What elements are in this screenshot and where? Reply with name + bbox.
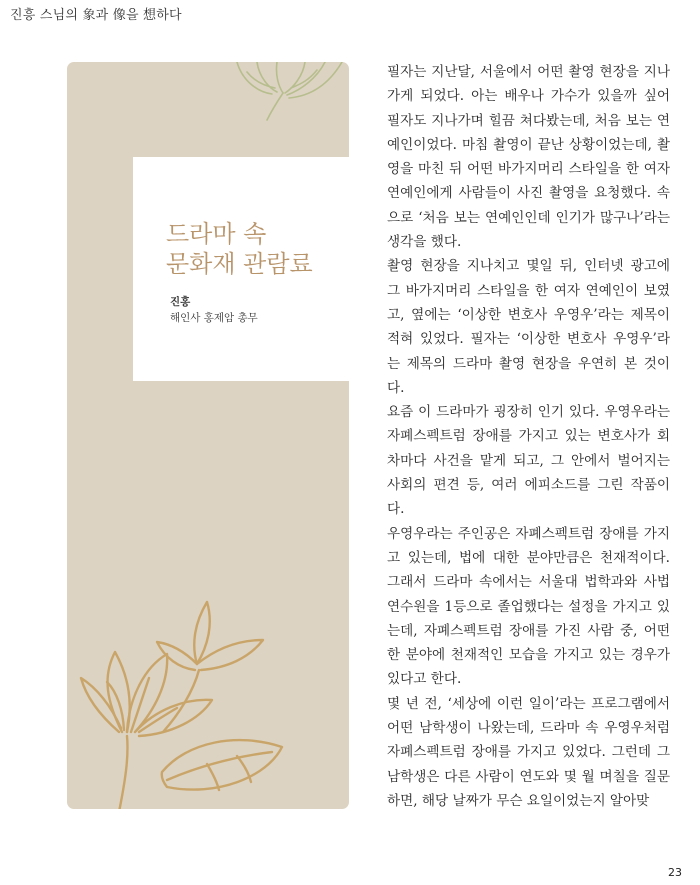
article-title — [166, 219, 313, 279]
article-body — [387, 60, 670, 813]
lotus-illustration-bottom — [67, 582, 287, 809]
body-paragraph: 우영우라는 주인공은 자폐스펙트럼 장애를 가지고 있는데, 법에 대한 분야만큼은 천재적이다. 그래서 드라마 속에서는 서울대 법학과와 사법연수원을 1등으로 졸업했다는 설정을 가지고 있는데, 자폐스펙트럼 장애를 가진 사람 중, 어떤 한 분야에 천재적인 모습을 가지고 있는 경우가 있다고 한다. — [387, 525, 670, 688]
running-head: 진흥 스님의 象과 像을 想하다 — [10, 8, 182, 23]
page-number: 23 — [668, 866, 682, 879]
author-name: 진홍 — [170, 296, 191, 308]
body-paragraph: 요즘 이 드라마가 굉장히 인기 있다. 우영우라는 자폐스펙트럼 장애를 가지고 있는 변호사가 회차마다 사건을 맡게 되고, 그 안에서 벌어지는 사회의 편견 등, 여러 에피소드를 그린 작품이다. — [387, 404, 670, 518]
body-paragraph: 몇 년 전, ‘세상에 이런 일이’라는 프로그램에서 어떤 남학생이 나왔는데, 드라마 속 우영우처럼 자폐스펙트럼 장애를 가지고 있었다. 그런데 그 남학생은 다른 사람이 연도와 몇 월 며칠을 질문하면, 해당 날짜가 무슨 요일이었는지 알아맞 — [387, 695, 670, 809]
lotus-illustration-top — [217, 62, 349, 122]
author-block — [170, 294, 258, 326]
body-paragraph: 촬영 현장을 지나치고 몇일 뒤, 인터넷 광고에 그 바가지머리 스타일을 한 여자 연예인이 보였고, 옆에는 ‘이상한 변호사 우영우’라는 제목이 적혀 있었다. 필자는 ‘이상한 변호사 우영우’라는 제목의 드라마 촬영 현장을 우연히 본 것이다. — [387, 258, 670, 396]
article-title-line2: 문화재 관람료 — [166, 250, 313, 278]
title-card — [133, 157, 349, 381]
author-role: 해인사 홍제암 총무 — [170, 312, 258, 324]
body-paragraph: 필자는 지난달, 서울에서 어떤 촬영 현장을 지나가게 되었다. 아는 배우나 가수가 있을까 싶어 필자도 지나가며 힐끔 쳐다봤는데, 처음 보는 연예인이었다. 마침 촬영이 끝난 상황이었는데, 촬영을 마친 뒤 어떤 바가지머리 스타일을 한 여자 연예인에게 사람들이 사진 촬영을 요청했다. 속으로 ‘처음 보는 연예인인데 인기가 많구나’라는 생각을 했다. — [387, 64, 670, 251]
article-title-line1: 드라마 속 — [166, 220, 267, 248]
